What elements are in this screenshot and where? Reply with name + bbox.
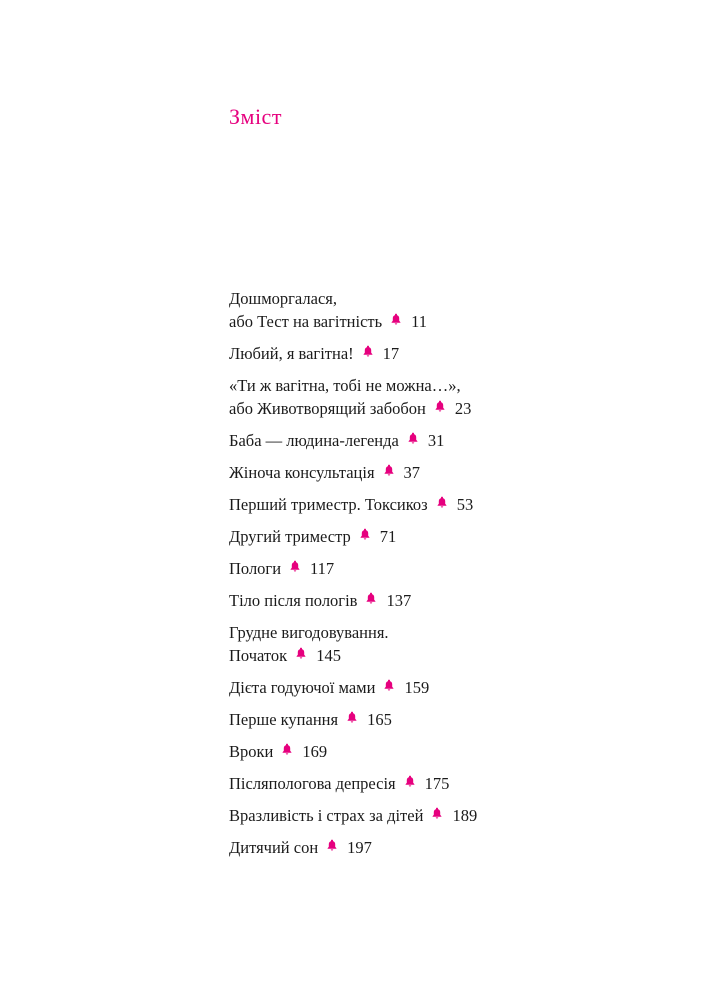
toc-entry-line — [229, 342, 669, 365]
toc-entry-line — [229, 644, 669, 667]
toc-entry-line — [229, 804, 669, 827]
toc-page-number: 37 — [403, 463, 421, 482]
table-of-contents — [229, 287, 669, 868]
toc-entry[interactable] — [229, 621, 669, 667]
toc-entry-title: Тіло після пологів — [229, 591, 358, 610]
toc-entry[interactable] — [229, 804, 669, 827]
bell-icon — [347, 708, 357, 731]
toc-entry-title: Баба — людина-легенда — [229, 431, 399, 450]
toc-entry-line — [229, 589, 669, 612]
toc-entry-line — [229, 310, 669, 333]
toc-page-number: 23 — [454, 399, 472, 418]
toc-entry-title: Перше купання — [229, 710, 339, 729]
toc-entry-line — [229, 740, 669, 763]
toc-page-number: 31 — [427, 431, 445, 450]
toc-entry-line — [229, 525, 669, 548]
toc-entry-line — [229, 708, 669, 731]
toc-entry-line — [229, 676, 669, 699]
toc-entry[interactable] — [229, 676, 669, 699]
bell-icon — [432, 804, 442, 827]
toc-page-number: 17 — [382, 344, 400, 363]
toc-page-number: 71 — [379, 527, 397, 546]
toc-page-number: 197 — [347, 838, 372, 857]
toc-entry-title: Любий, я вагітна! — [229, 344, 354, 363]
toc-page-number: 159 — [404, 678, 430, 697]
toc-entry[interactable] — [229, 287, 669, 333]
toc-page-number: 175 — [424, 774, 450, 793]
toc-entry-line — [229, 557, 669, 580]
bell-icon — [384, 676, 394, 699]
toc-entry[interactable] — [229, 525, 669, 548]
bell-icon — [405, 772, 415, 795]
toc-entry[interactable] — [229, 429, 669, 452]
toc-entry-line — [229, 493, 669, 516]
bell-icon — [282, 740, 292, 763]
toc-entry-title: Перший триместр. Токсикоз — [229, 495, 428, 514]
toc-page-number: 137 — [386, 591, 412, 610]
toc-entry-title: Дитячий сон — [229, 838, 319, 857]
toc-entry-title: Початок — [229, 646, 288, 665]
toc-page-number: 53 — [456, 495, 474, 514]
toc-page-number: 11 — [411, 312, 428, 331]
bell-icon — [384, 461, 394, 484]
toc-entry-title: Вроки — [229, 742, 274, 761]
toc-entry-line — [229, 836, 669, 859]
bell-icon — [408, 429, 418, 452]
toc-entry-title: Дієта годуючої мами — [229, 678, 376, 697]
bell-icon — [437, 493, 447, 516]
toc-page-number: 117 — [310, 559, 335, 578]
toc-entry[interactable] — [229, 836, 669, 859]
toc-entry-line — [229, 397, 669, 420]
toc-entry-title: або Животворящий забобон — [229, 399, 426, 418]
page-title: Зміст — [229, 104, 282, 129]
toc-entry[interactable] — [229, 589, 669, 612]
toc-entry-title: або Тест на вагітність — [229, 312, 383, 331]
bell-icon — [435, 397, 445, 420]
toc-entry[interactable] — [229, 461, 669, 484]
toc-entry-title: «Ти ж вагітна, тобі не можна…», — [229, 376, 461, 395]
toc-page-number: 165 — [367, 710, 392, 729]
toc-entry[interactable] — [229, 708, 669, 731]
toc-entry-title: Післяпологова депресія — [229, 774, 396, 793]
toc-entry[interactable] — [229, 342, 669, 365]
toc-page-number: 145 — [316, 646, 341, 665]
toc-entry-title: Дошморгалася, — [229, 289, 337, 308]
bell-icon — [391, 310, 401, 333]
toc-entry-title: Грудне вигодовування. — [229, 623, 389, 642]
toc-page-number: 169 — [302, 742, 328, 761]
toc-entry-line — [229, 772, 669, 795]
toc-entry[interactable] — [229, 493, 669, 516]
toc-entry-title: Жіноча консультація — [229, 463, 375, 482]
bell-icon — [360, 525, 370, 548]
bell-icon — [366, 589, 376, 612]
bell-icon — [296, 644, 306, 667]
toc-entry[interactable] — [229, 557, 669, 580]
toc-entry[interactable] — [229, 374, 669, 420]
toc-entry-title: Вразливість і страх за дітей — [229, 806, 424, 825]
toc-entry[interactable] — [229, 740, 669, 763]
toc-entry-title: Пологи — [229, 559, 282, 578]
toc-entry-line — [229, 429, 669, 452]
bell-icon — [327, 836, 337, 859]
toc-entry-line — [229, 461, 669, 484]
toc-entry-title: Другий триместр — [229, 527, 351, 546]
toc-page-number: 189 — [452, 806, 478, 825]
bell-icon — [363, 342, 373, 365]
toc-entry-line — [229, 374, 669, 397]
toc-entry-line — [229, 287, 669, 310]
toc-entry-line — [229, 621, 669, 644]
toc-entry[interactable] — [229, 772, 669, 795]
bell-icon — [290, 557, 300, 580]
